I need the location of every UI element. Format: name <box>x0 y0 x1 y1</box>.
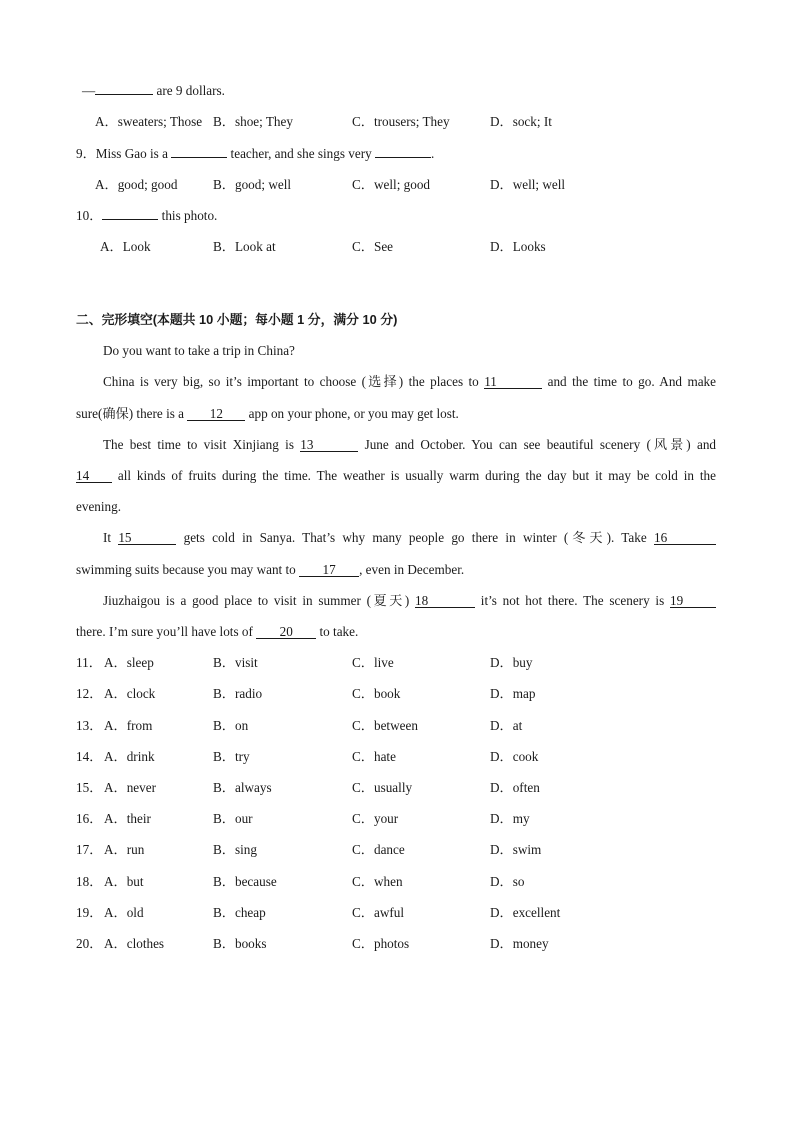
passage-text: and the time to go. And make <box>542 374 716 389</box>
choice-option-c[interactable]: C．dance <box>352 842 405 857</box>
choice-number: 13． <box>76 718 103 733</box>
choice-number: 11． <box>76 655 102 670</box>
passage-text: , even in December. <box>359 562 465 577</box>
choice-option-a[interactable]: A．clock <box>104 686 156 701</box>
cloze-blank-19[interactable]: 19 <box>670 594 716 608</box>
choice-option-c[interactable]: C．hate <box>352 749 396 764</box>
choice-option-a[interactable]: A．run <box>104 842 145 857</box>
cloze-blank-13[interactable]: 13 <box>300 438 358 452</box>
q9-text-3: . <box>431 146 435 161</box>
passage-p1: Do you want to take a trip in China? <box>103 343 295 358</box>
choice-option-c[interactable]: C．between <box>352 718 418 733</box>
passage-text: to take. <box>316 624 359 639</box>
passage-text: all kinds of fruits during the time. The weather is usually warm during the day but it may be cold in the <box>112 468 716 483</box>
choice-option-d[interactable]: D．map <box>490 686 536 701</box>
choice-option-b[interactable]: B．always <box>213 780 272 795</box>
passage-p3-line1 <box>103 437 716 453</box>
choice-number: 18． <box>76 874 103 889</box>
choice-option-a[interactable]: A．drink <box>104 749 155 764</box>
passage-p4-line1 <box>103 530 716 546</box>
q8-dash: — <box>82 83 96 98</box>
choice-option-d[interactable]: D．money <box>490 936 549 951</box>
q10-text: this photo. <box>158 208 218 223</box>
choice-option-c[interactable]: C．awful <box>352 905 405 920</box>
choice-option-b[interactable]: B．cheap <box>213 905 266 920</box>
choice-option-c[interactable]: C．book <box>352 686 401 701</box>
choice-option-b[interactable]: B．because <box>213 874 277 889</box>
passage-text: Jiuzhaigou is a good place to visit in summer (夏天) <box>103 593 416 608</box>
choice-option-b[interactable]: B．our <box>213 811 253 826</box>
choice-option-a[interactable]: A．their <box>104 811 151 826</box>
passage-text: there. I’m sure you’ll have lots of <box>76 624 257 639</box>
passage-p5-line2 <box>76 624 358 640</box>
choice-option-a[interactable]: A．but <box>104 874 144 889</box>
choice-option-d[interactable]: D．buy <box>490 655 533 670</box>
choice-option-d[interactable]: D．so <box>490 874 525 889</box>
passage-text: China is very big, so it’s important to choose (选择) the places to <box>103 374 485 389</box>
passage-text: app on your phone, or you may get lost. <box>245 406 459 421</box>
passage-text: It <box>103 530 119 545</box>
choice-option-b[interactable]: B．radio <box>213 686 263 701</box>
cloze-blank-17[interactable]: 17 <box>299 563 359 577</box>
choice-option-a[interactable]: A．old <box>104 905 144 920</box>
choice-option-d[interactable]: D．excellent <box>490 905 561 920</box>
q8-stem-text: are 9 dollars. <box>153 83 225 98</box>
choice-option-a[interactable]: A．sleep <box>104 655 154 670</box>
cloze-blank-15[interactable]: 15 <box>118 531 176 545</box>
cloze-blank-18[interactable]: 18 <box>415 594 475 608</box>
passage-p3-line3: evening. <box>76 499 122 514</box>
choice-option-c[interactable]: C．live <box>352 655 394 670</box>
choice-option-d[interactable]: D．often <box>490 780 540 795</box>
q9-text-2: teacher, and she sings very <box>227 146 376 161</box>
choice-option-a[interactable]: A．from <box>104 718 153 733</box>
q9-stem <box>76 146 434 162</box>
choice-option-c[interactable]: C．your <box>352 811 399 826</box>
choice-number: 20． <box>76 936 103 951</box>
choice-number: 16． <box>76 811 103 826</box>
q8-option-b[interactable]: B．shoe; They <box>213 114 293 129</box>
choice-option-a[interactable]: A．never <box>104 780 156 795</box>
choice-option-a[interactable]: A．clothes <box>104 936 165 951</box>
choice-number: 19． <box>76 905 103 920</box>
q10-option-c[interactable]: C．See <box>352 239 394 254</box>
q9-text-1: Miss Gao is a <box>95 146 172 161</box>
choice-number: 15． <box>76 780 103 795</box>
passage-text: sure(确保) there is a <box>76 406 188 421</box>
q9-blank-1[interactable] <box>171 157 227 158</box>
q9-option-c[interactable]: C．well; good <box>352 177 431 192</box>
q9-number: 9． <box>76 146 96 161</box>
cloze-blank-20[interactable]: 20 <box>256 625 316 639</box>
choice-option-c[interactable]: C．photos <box>352 936 410 951</box>
passage-text: The best time to visit Xinjiang is <box>103 437 301 452</box>
passage-p3-line2 <box>76 468 716 484</box>
passage-p2-line1 <box>103 374 716 390</box>
choice-option-b[interactable]: B．books <box>213 936 267 951</box>
choice-option-c[interactable]: C．when <box>352 874 403 889</box>
q10-number: 10． <box>76 208 103 223</box>
q9-option-b[interactable]: B．good; well <box>213 177 292 192</box>
q9-option-a[interactable]: A．good; good <box>95 177 178 192</box>
q8-option-a[interactable]: A．sweaters; Those <box>95 114 203 129</box>
q10-option-d[interactable]: D．Looks <box>490 239 546 254</box>
section-title: 二、完形填空(本题共 10 小题；每小题 1 分，满分 10 分) <box>76 312 398 327</box>
q8-blank[interactable] <box>95 94 153 95</box>
cloze-blank-16[interactable]: 16 <box>654 531 716 545</box>
cloze-blank-14[interactable]: 14 <box>76 469 112 483</box>
choice-number: 17． <box>76 842 103 857</box>
choice-option-d[interactable]: D．swim <box>490 842 542 857</box>
q8-option-d[interactable]: D．sock; It <box>490 114 552 129</box>
passage-p5-line1 <box>103 593 716 609</box>
choice-number: 12． <box>76 686 103 701</box>
passage-text: it’s not hot there. The scenery is <box>475 593 671 608</box>
choice-option-b[interactable]: B．sing <box>213 842 257 857</box>
choice-option-b[interactable]: B．try <box>213 749 250 764</box>
choice-option-b[interactable]: B．on <box>213 718 249 733</box>
q9-blank-2[interactable] <box>375 157 431 158</box>
q9-option-d[interactable]: D．well; well <box>490 177 566 192</box>
cloze-blank-11[interactable]: 11 <box>484 375 542 389</box>
passage-p4-line2 <box>76 562 464 578</box>
choice-option-b[interactable]: B．visit <box>213 655 258 670</box>
choice-option-d[interactable]: D．cook <box>490 749 539 764</box>
choice-option-d[interactable]: D．my <box>490 811 530 826</box>
passage-text: June and October. You can see beautiful scenery (风景) and <box>358 437 717 452</box>
q8-option-c[interactable]: C．trousers; They <box>352 114 450 129</box>
choice-option-c[interactable]: C．usually <box>352 780 413 795</box>
cloze-blank-12[interactable]: 12 <box>187 407 245 421</box>
passage-p2-line2 <box>76 406 459 422</box>
q8-stem <box>82 83 225 99</box>
passage-text: swimming suits because you may want to <box>76 562 300 577</box>
q10-option-b[interactable]: B．Look at <box>213 239 276 254</box>
choice-option-d[interactable]: D．at <box>490 718 523 733</box>
q10-option-a[interactable]: A．Look <box>100 239 151 254</box>
choice-number: 14． <box>76 749 103 764</box>
q10-stem <box>76 208 217 224</box>
passage-text: gets cold in Sanya. That’s why many people go there in winter (冬天). Take <box>176 530 654 545</box>
q10-blank[interactable] <box>102 219 158 220</box>
